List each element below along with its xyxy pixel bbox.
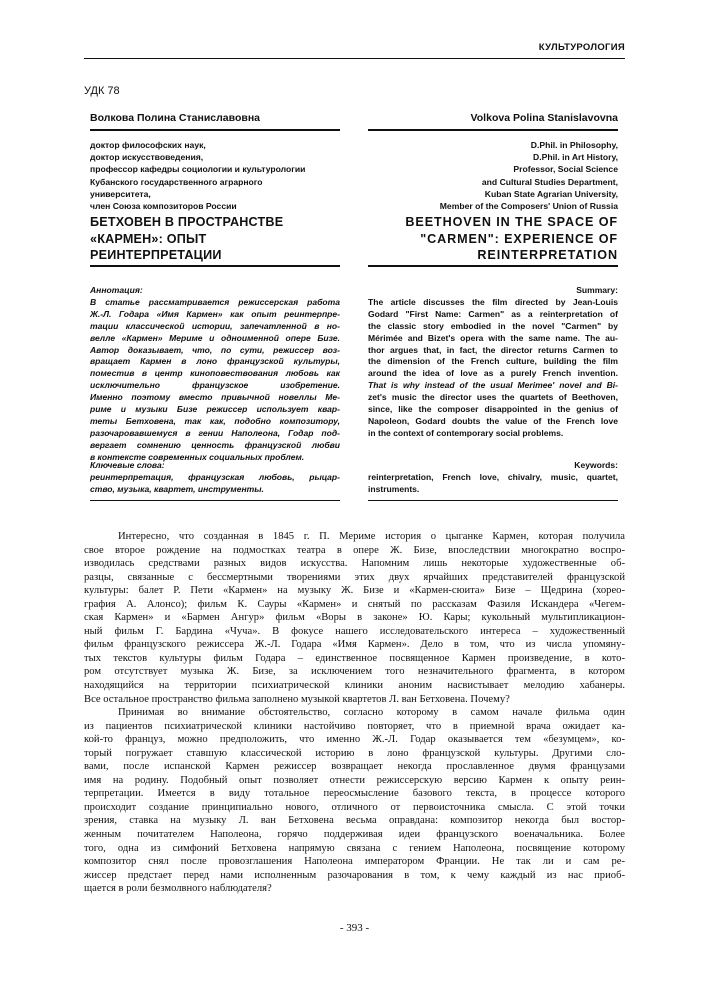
abstract-line: в контексте современных социальных проблем. xyxy=(90,451,305,462)
title-divider-right xyxy=(368,265,618,267)
title-line: БЕТХОВЕН В ПРОСТРАНСТВЕ xyxy=(90,215,284,229)
abstract-line: thor argues that, in fact, the director returns Carmen to xyxy=(368,344,618,355)
credential-line: and Cultural Studies Department, xyxy=(481,176,618,187)
body-line: из пациентов психиатрической клиники настойчиво повторяет, что в приемной врача ожидает ка- xyxy=(84,720,625,732)
body-line: происходит создание принципиально нового, отличного от первоисточника смысла. С этой точки xyxy=(84,801,625,813)
credentials-ru xyxy=(90,139,340,212)
author-divider-left xyxy=(90,129,340,131)
credential-line: D.Phil. in Art History, xyxy=(533,152,618,163)
body-line: Все остальное пространство фильма заполнено музыкой квартетов Л. ван Бетховена. Почему? xyxy=(84,693,510,705)
title-divider-left xyxy=(90,265,340,267)
title-line: BEETHOVEN IN THE SPACE OF xyxy=(405,215,618,229)
keywords-heading-en: Keywords: xyxy=(574,460,618,470)
credential-line: профессор кафедры социологии и культурологии xyxy=(90,164,306,175)
body-line: ный фильм Г. Бардина «Чуча». В фокусе нашего исследовательского интереса – художественный xyxy=(84,625,625,637)
credentials-en xyxy=(368,139,618,212)
body-line: терпретации. Имеется в виду тотальное переосмысление базового текста, в процессе которого xyxy=(84,788,625,800)
abstract-line: the dimension of the French culture, building the film xyxy=(368,356,618,367)
keywords-line: reinterpretation, French love, chivalry, music, quartet, xyxy=(368,471,618,482)
abstract-line: поместив в центр киноповествования любовь как xyxy=(90,368,340,379)
body-line: кой-то француз, можно предположить, что именно Ж.-Л. Годар оказывается тем «безумцем», ко- xyxy=(84,734,625,746)
abstract-line: В статье рассматривается режиссерская работа xyxy=(90,296,340,307)
body-line: ская Кармен» и «Бармен Ангур» фильм «Воры в законе» Ю. Кары; кукольный мультипликацион- xyxy=(84,612,625,624)
keywords-en xyxy=(368,460,618,496)
body-line: изводилась средствами разных видов искусства. Напомним лишь некоторые художественные об- xyxy=(84,558,625,570)
section-title: КУЛЬТУРОЛОГИЯ xyxy=(538,42,625,53)
credential-line: доктор философских наук, xyxy=(90,140,206,150)
abstract-line: риме и музыки Бизе режиссер использует квар- xyxy=(90,404,340,415)
abstract-line: the classic story embodied in the novel "Carmen" by xyxy=(368,320,618,331)
author-name-en: Volkova Polina Stanislavovna xyxy=(470,112,618,124)
header-divider xyxy=(84,58,625,59)
title-line: REINTERPRETATION xyxy=(477,248,618,263)
body-line: щается в роли безмолвного наблюдателя? xyxy=(84,883,272,895)
abstract-line: Mérimée and Bizet's opera with the same name. The au- xyxy=(368,332,618,343)
abstract-en xyxy=(368,285,618,440)
title-line: "CARMEN": EXPERIENCE OF xyxy=(420,231,618,246)
credential-line: университета, xyxy=(90,188,151,199)
abstract-divider-right xyxy=(368,500,618,501)
abstract-line: Napoleon, Godard doubts the value of the French love xyxy=(368,415,618,426)
abstract-line: That is why instead of the usual Merimee' novel and Bi- xyxy=(368,380,618,391)
abstract-line: Ж.-Л. Годара «Имя Кармен» как опыт реинтерпре- xyxy=(90,308,340,319)
keywords-heading-ru: Ключевые слова: xyxy=(90,460,165,470)
body-line: фильм французского режиссера Ж.-Л. Годара «Имя Кармен». Дело в том, что из числа упомяну- xyxy=(84,639,625,651)
keywords-line: ство, музыка, квартет, инструменты. xyxy=(90,483,264,494)
body-line: имя на родину. Подобный опыт позволяет отнести режиссерскую версию Кармен к опыту реин- xyxy=(84,774,625,786)
body-line: тых текстов культуры фильм Годара – единственное посвященное Кармен произведение, в кото- xyxy=(84,652,625,664)
abstract-line: in the context of contemporary social problems. xyxy=(368,427,564,438)
abstract-line: тации классической истории, запечатленной в но- xyxy=(90,320,340,331)
credential-line: член Союза композиторов России xyxy=(90,201,237,212)
abstract-line: since, like the composer disappointed in the genius of xyxy=(368,404,618,415)
abstract-ru xyxy=(90,285,340,464)
body-line: композитор снял после провозглашения Наполеона императором Франции. Не так ли и сам ре- xyxy=(84,856,625,868)
body-line: Принимая во внимание обстоятельство, согласно которому в самом начале фильма один xyxy=(118,707,625,719)
abstract-heading-en: Summary: xyxy=(576,285,618,295)
body-line: Интересно, что созданная в 1845 г. П. Мериме история о цыганке Кармен, которая получила xyxy=(118,531,625,542)
article-title-ru xyxy=(90,214,340,264)
body-line: разцы, связанные с бессмертными творениями этих двух ярчайших представителей французской xyxy=(84,571,625,583)
abstract-line: Именно поэтому вместо привычной новеллы Ме- xyxy=(90,392,340,403)
abstract-line: исключительно французское изобретение. xyxy=(90,380,340,391)
body-line: графия А. Алонсо); фильм К. Сауры «Кармен» и снятый по рассказам Фазиля Искандера «Чегем- xyxy=(84,598,625,610)
abstract-line: вергает сомнению ценность французской любви xyxy=(90,439,340,450)
keywords-line: instruments. xyxy=(368,483,420,494)
abstract-line: велле «Кармен» Мериме и одноименной опере Бизе. xyxy=(90,332,340,343)
abstract-line: around the idea of love as a purely French invention. xyxy=(368,368,618,379)
body-line: свое второе рождение на подмостках театра в опере Ж. Бизе, впоследствии многократно воспро- xyxy=(84,544,625,556)
author-divider-right xyxy=(368,129,618,131)
page-number: - 393 - xyxy=(339,922,370,934)
credential-line: Kuban State Agrarian University, xyxy=(484,188,618,199)
keywords-line: реинтерпретация, французская любовь, рыцар- xyxy=(90,471,340,482)
credential-line: D.Phil. in Philosophy, xyxy=(530,140,618,150)
body-text xyxy=(84,530,625,896)
body-line: жиссер предстает перед нами исполненным разочарования в том, к чему каждый из нас приоб- xyxy=(84,869,625,881)
abstract-line: zet's music the director uses the quartets of Beethoven, xyxy=(368,392,618,403)
body-line: ром отсутствует музыка Ж. Бизе, за исключением того незначительного фрагмента, в котором xyxy=(84,666,625,678)
credential-line: Кубанского государственного аграрного xyxy=(90,176,263,187)
body-line: находящийся на территории психиатрической клиники аноним насвистывает мелодию хабанеры. xyxy=(84,680,625,692)
abstract-line: вращает Кармен в лоно французской культуры, xyxy=(90,356,340,367)
credential-line: доктор искусствоведения, xyxy=(90,152,204,163)
abstract-line: разочаровавшемуся в гении Наполеона, Годар под- xyxy=(90,427,340,438)
title-line: «КАРМЕН»: ОПЫТ xyxy=(90,231,207,246)
body-line: торый погружает ставшую классической историю в лоно французской культуры. Другими сло- xyxy=(84,747,625,759)
body-line: культуры: балет Р. Пети «Кармен» на музыку Ж. Бизе и «Кармен-сюита» Бизе – Щедрина (хорео- xyxy=(84,585,625,597)
body-line: женным почитателем Наполеона, горячо поддерживая идеи французского военачальника. Более xyxy=(84,829,625,841)
udk-code: УДК 78 xyxy=(84,85,120,97)
abstract-line: Автор доказывает, что, по сути, режиссер воз- xyxy=(90,344,340,355)
article-title-en xyxy=(368,214,618,264)
keywords-ru xyxy=(90,460,340,496)
body-line: вами, после испанской Кармен режиссер возвращает некогда прославленное двумя французами xyxy=(84,761,625,773)
abstract-line: теты Бетховена, так как, подобно композитору, xyxy=(90,415,340,426)
body-line: зрения, ставка на музыку Л. ван Бетховена весьма оправдана: композитор некогда был востор- xyxy=(84,815,625,827)
abstract-heading-ru: Аннотация: xyxy=(90,285,143,295)
abstract-line: Godard "First Name: Carmen" as a reinterpretation of xyxy=(368,308,618,319)
body-line: того, одна из симфоний Бетховена напрямую связана с гением Наполеона, посвящение которому xyxy=(84,842,625,854)
credential-line: Professor, Social Science xyxy=(513,164,618,175)
title-line: РЕИНТЕРПРЕТАЦИИ xyxy=(90,248,222,263)
abstract-divider-left xyxy=(90,500,340,501)
credential-line: Member of the Composers' Union of Russia xyxy=(439,201,618,212)
abstract-line: The article discusses the film directed by Jean-Louis xyxy=(368,296,618,307)
author-name-ru: Волкова Полина Станиславовна xyxy=(90,112,261,124)
